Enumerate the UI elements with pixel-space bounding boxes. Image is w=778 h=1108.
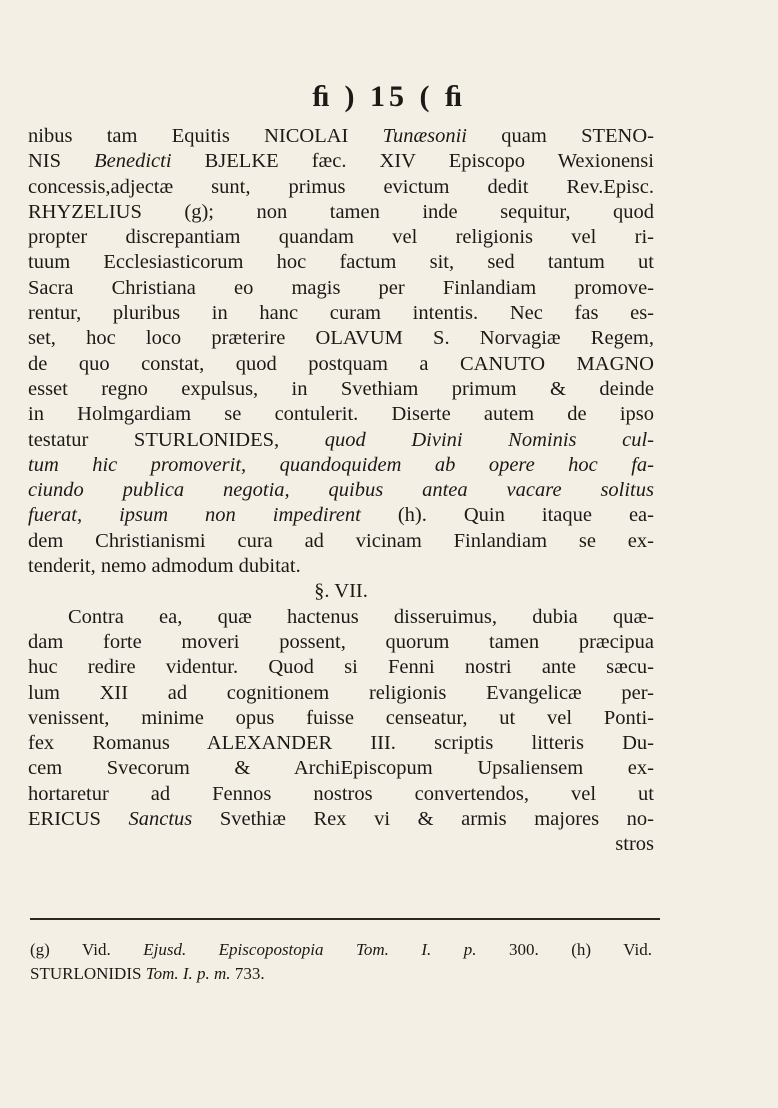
text-line: cem Svecorum & ArchiEpiscopum Upsaliensem ex- xyxy=(28,757,654,780)
text-line: dem Christianismi cura ad vicinam Finlandiam se ex- xyxy=(28,529,654,552)
text-line: esset regno expulsus, in Svethiam primum & deinde xyxy=(28,377,654,400)
footnote-line: STURLONIDIS Tom. I. p. m. 733. xyxy=(30,964,265,983)
text-line: Contra ea, quæ hactenus disseruimus, dubia quæ- xyxy=(68,605,654,628)
page-header: ﬁ ) 15 ( ﬁ xyxy=(312,80,466,113)
text-line: nibus tam Equitis NICOLAI Tunæsonii quam STENO- xyxy=(28,125,654,147)
text-line: concessis,adjectæ sunt, primus evictum dedit Rev.Episc. xyxy=(28,175,654,198)
text-line: rentur, pluribus in hanc curam intentis. Nec fas es- xyxy=(28,302,654,325)
text-line: propter discrepantiam quandam vel religionis vel ri- xyxy=(28,226,654,249)
text-line: ERICUS Sanctus Svethiæ Rex vi & armis majores no- xyxy=(28,808,654,831)
text-line: in Holmgardiam se contulerit. Diserte autem de ipso xyxy=(28,403,654,426)
text-line: RHYZELIUS (g); non tamen inde sequitur, quod xyxy=(28,200,654,223)
text-line: tuum Ecclesiasticorum hoc factum sit, sed tantum ut xyxy=(28,251,654,274)
footnote-line: (g) Vid. Ejusd. Episcopostopia Tom. I. p. 300. (h) Vid. xyxy=(30,940,652,959)
text-line: huc redire videntur. Quod si Fenni nostri ante sæcu- xyxy=(28,656,654,679)
footnote-rule xyxy=(30,918,660,920)
text-line: testatur STURLONIDES, quod Divini Nominis cul- xyxy=(28,428,654,451)
catchword: stros xyxy=(615,833,654,856)
text-line: tenderit, nemo admodum dubitat. xyxy=(28,555,301,578)
text-line: ciundo publica negotia, quibus antea vacare solitus xyxy=(28,479,654,502)
text-line: de quo constat, quod postquam a CANUTO MAGNO xyxy=(28,352,654,375)
text-line: hortaretur ad Fennos nostros convertendos, vel ut xyxy=(28,782,654,805)
text-line: venissent, minime opus fuisse censeatur, ut vel Ponti- xyxy=(28,706,654,729)
text-line: tum hic promoverit, quandoquidem ab opere hoc fa- xyxy=(28,453,654,476)
text-line: set, hoc loco præterire OLAVUM S. Norvagiæ Regem, xyxy=(28,327,654,350)
footnotes xyxy=(30,938,652,986)
main-text xyxy=(28,124,654,858)
text-line: dam forte moveri possent, quorum tamen præcipua xyxy=(28,630,654,653)
text-line: fex Romanus ALEXANDER III. scriptis litteris Du- xyxy=(28,732,654,755)
text-line: Sacra Christiana eo magis per Finlandiam promove- xyxy=(28,276,654,299)
text-line: NIS Benedicti BJELKE fæc. XIV Episcopo Wexionensi xyxy=(28,150,654,173)
text-line: fuerat, ipsum non impedirent (h). Quin itaque ea- xyxy=(28,504,654,527)
section-heading: §. VII. xyxy=(314,580,368,603)
text-line: lum XII ad cognitionem religionis Evangelicæ per- xyxy=(28,681,654,704)
